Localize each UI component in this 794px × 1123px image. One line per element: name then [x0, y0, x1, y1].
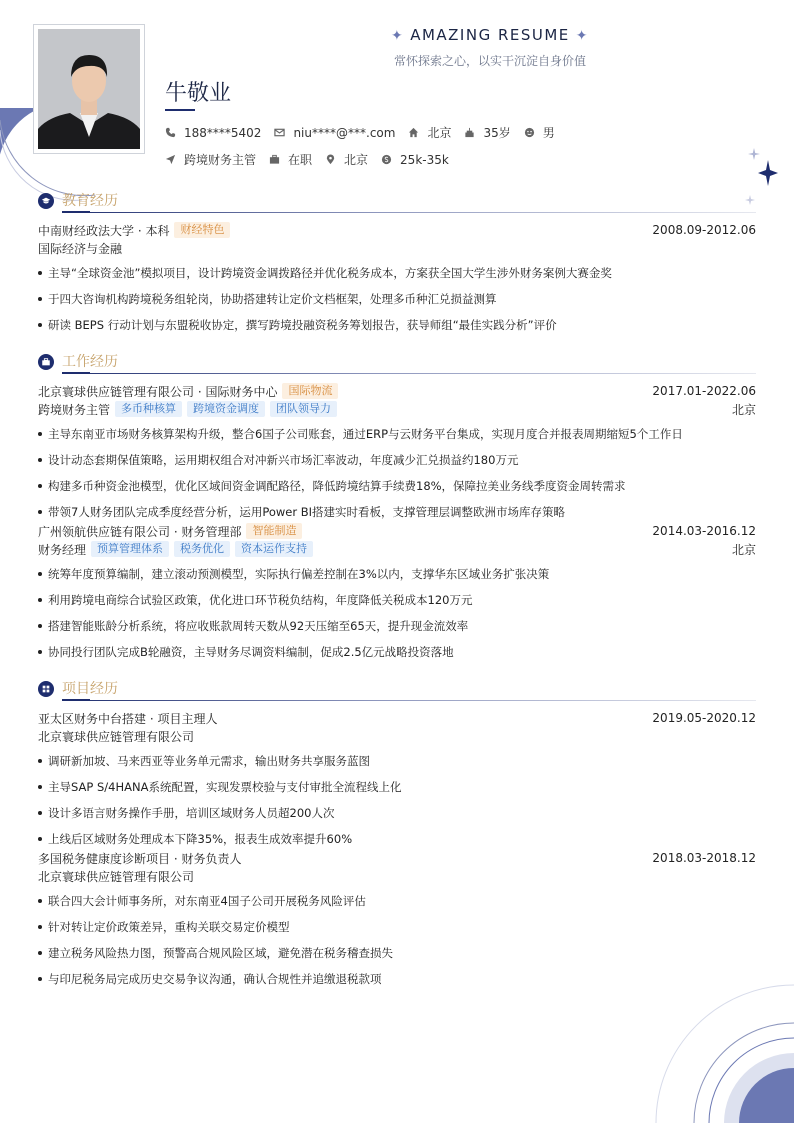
work-location: 北京 [731, 402, 756, 417]
list-item: 利用跨境电商综合试验区政策，优化进口环节税负结构，年度降低关税成本120万元 [38, 587, 756, 613]
list-item: 构建多币种资金池模型，优化区域间资金调配路径，降低跨境结算手续费18%，保障拉美业务线季度资金周转需求 [38, 473, 756, 499]
brand-subtitle: 常怀探索之心，以实干沉淀自身价值 [393, 54, 586, 68]
target-position: 跨境财务主管 [184, 153, 257, 167]
job-role: 财务经理 [38, 542, 87, 557]
sparkle-icon: ✦ [390, 28, 405, 44]
project-company: 北京寰球供应链管理有限公司 [38, 729, 195, 744]
briefcase-icon [38, 354, 54, 370]
list-item: 与印尼税务局完成历史交易争议沟通，确认合规性并追缴退税款项 [38, 966, 756, 992]
project-section-header [38, 677, 756, 705]
money-icon [381, 154, 392, 165]
skill-tag: 资本运作支持 [235, 541, 313, 557]
project-name: 亚太区财务中台搭建 · 项目主理人 [38, 711, 218, 726]
list-item: 协同投行团队完成B轮融资，主导财务尽调资料编制，促成2.5亿元战略投资落地 [38, 639, 756, 665]
home-icon [408, 127, 419, 138]
project-date: 2019.05-2020.12 [652, 711, 756, 725]
cake-icon [464, 127, 475, 138]
profile-photo [38, 29, 140, 149]
list-item: 设计多语言财务操作手册，培训区域财务人员超200人次 [38, 800, 756, 826]
list-item: 主导SAP S/4HANA系统配置，实现发票校验与支付审批全流程线上化 [38, 774, 756, 800]
list-item: 设计动态套期保值策略，运用期权组合对冲新兴市场汇率波动，年度减少汇兑损益约180万元 [38, 447, 756, 473]
school-name: 中南财经政法大学 · 本科 [38, 223, 170, 238]
list-item: 带领7人财务团队完成季度经营分析，运用Power BI搭建实时看板，支撑管理层调整欧洲市场库存策略 [38, 499, 756, 525]
expected-salary: 25k-35k [400, 152, 449, 167]
project-company: 北京寰球供应链管理有限公司 [38, 869, 195, 884]
project-section-title: 项目经历 [62, 681, 118, 697]
phone-number: 188****5402 [184, 125, 262, 140]
list-item: 统筹年度预算编制，建立滚动预测模型，实际执行偏差控制在3%以内，支撑华东区域业务扩张决策 [38, 561, 756, 587]
candidate-name: 牛敬业 [165, 81, 232, 106]
list-item: 主导东南亚市场财务核算架构升级，整合6国子公司账套，通过ERP与云财务平台集成，实现月度合并报表周期缩短5个工作日 [38, 421, 756, 447]
phone-icon [165, 127, 176, 138]
work-entry-2 [38, 522, 756, 665]
education-date: 2008.09-2012.06 [652, 223, 756, 237]
project-name: 多国税务健康度诊断项目 · 财务负责人 [38, 851, 242, 866]
project-entry-2 [38, 849, 756, 992]
work-bullets [38, 421, 756, 525]
list-item: 于四大咨询机构跨境税务组轮岗，协助搭建转让定价文档框架，处理多币种汇兑损益测算 [38, 286, 756, 312]
project-bullets [38, 748, 756, 852]
list-item: 针对转让定价政策差异，重构关联交易定价模型 [38, 914, 756, 940]
resume-brand [300, 26, 680, 69]
major: 国际经济与金融 [38, 241, 123, 256]
education-section-title: 教育经历 [62, 193, 118, 209]
bottom-right-circle-decoration [654, 983, 794, 1123]
employment-status: 在职 [288, 153, 313, 167]
work-section-header [38, 350, 756, 378]
list-item: 研读 BEPS 行动计划与东盟税收协定，撰写跨境投融资税务筹划报告，获导师组“最佳实践分析”评价 [38, 312, 756, 338]
skill-tag: 跨境资金调度 [187, 401, 265, 417]
job-role: 跨境财务主管 [38, 402, 111, 417]
grid-icon [38, 681, 54, 697]
school-tag: 财经特色 [174, 222, 230, 238]
list-item: 搭建智能账龄分析系统，将应收账款周转天数从92天压缩至65天，提升现金流效率 [38, 613, 756, 639]
brand-title: AMAZING RESUME [410, 26, 570, 44]
list-item: 调研新加坡、马来西亚等业务单元需求，输出财务共享服务蓝图 [38, 748, 756, 774]
work-date: 2017.01-2022.06 [652, 384, 756, 398]
project-entry-1 [38, 709, 756, 852]
industry-tag: 国际物流 [282, 383, 338, 399]
work-date: 2014.03-2016.12 [652, 524, 756, 538]
education-bullets [38, 260, 756, 338]
skill-tag: 多币种核算 [115, 401, 182, 417]
mail-icon [274, 127, 285, 138]
age: 35岁 [483, 126, 511, 140]
list-item: 上线后区域财务处理成本下降35%，报表生成效率提升60% [38, 826, 756, 852]
education-entry [38, 221, 756, 338]
profile-photo-frame [33, 24, 145, 154]
target-city: 北京 [344, 153, 369, 167]
graduation-cap-icon [38, 193, 54, 209]
list-item: 主导“全球资金池”模拟项目，设计跨境资金调拨路径并优化税务成本，方案获全国大学生涉外财务案例大赛金奖 [38, 260, 756, 286]
company-name: 北京寰球供应链管理有限公司 · 国际财务中心 [38, 384, 278, 399]
project-date: 2018.03-2018.12 [652, 851, 756, 865]
sparkle-icon: ✦ [575, 28, 590, 44]
name-underline [165, 109, 195, 111]
send-icon [165, 154, 176, 165]
contact-info-row [165, 124, 568, 141]
industry-tag: 智能制造 [246, 523, 302, 539]
list-item: 联合四大会计师事务所，对东南亚4国子公司开展税务风险评估 [38, 888, 756, 914]
company-name: 广州领航供应链有限公司 · 财务管理部 [38, 524, 242, 539]
work-section-title: 工作经历 [62, 354, 118, 370]
person-photo-icon [38, 29, 140, 149]
email-address: niu****@***.com [293, 125, 396, 140]
location-pin-icon [325, 154, 336, 165]
gender: 男 [542, 126, 555, 140]
skill-tag: 团队领导力 [270, 401, 337, 417]
job-intent-row [165, 151, 462, 168]
skill-tag: 预算管理体系 [91, 541, 169, 557]
education-section-header [38, 189, 756, 217]
face-icon [524, 127, 535, 138]
skill-tag: 税务优化 [174, 541, 230, 557]
list-item: 建立税务风险热力图，预警高合规风险区域，避免潜在税务稽查损失 [38, 940, 756, 966]
work-entry-1 [38, 382, 756, 525]
work-bullets [38, 561, 756, 665]
work-location: 北京 [731, 542, 756, 557]
briefcase-icon [269, 154, 280, 165]
residence-city: 北京 [427, 126, 452, 140]
project-bullets [38, 888, 756, 992]
